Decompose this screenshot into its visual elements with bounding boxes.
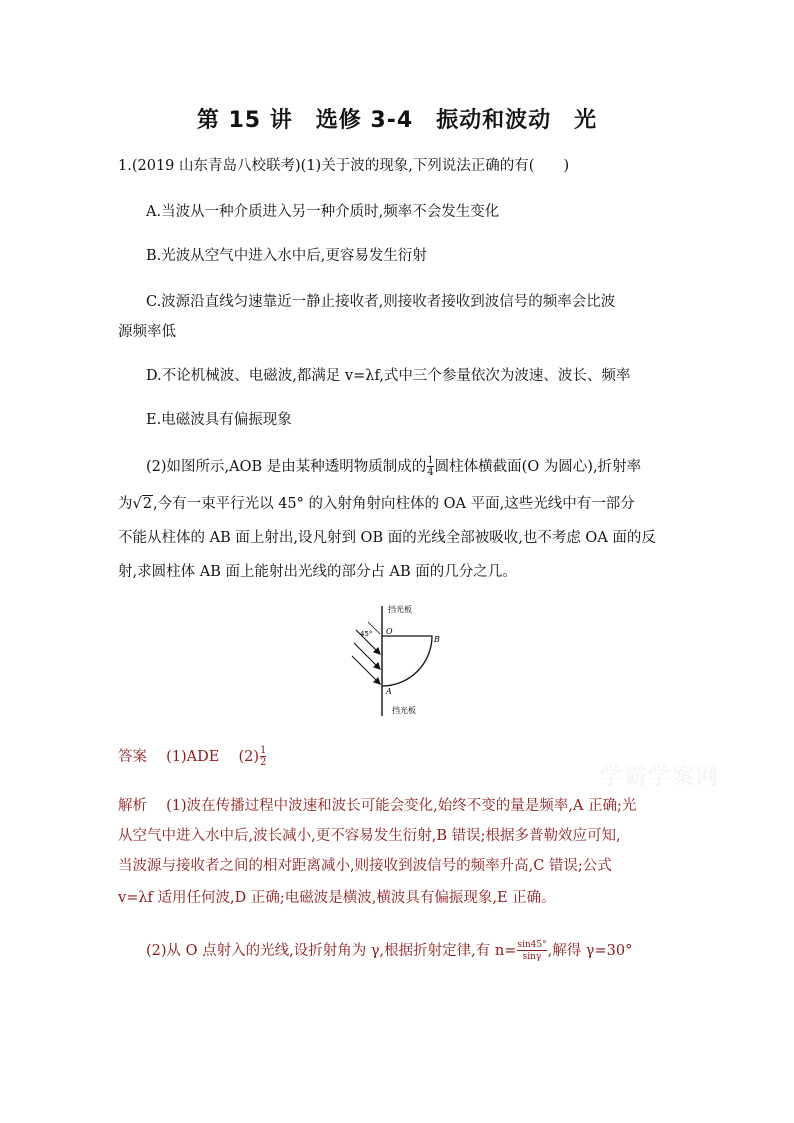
part2-line2 [118,494,635,514]
sqrt-radicand: 2 [142,496,152,512]
angle-label: 45° [360,630,373,638]
top-barrier-label: 挡光板 [388,605,412,614]
snell-fraction-num: sin45° [517,940,547,950]
watermark: 学霸学案网 [600,765,721,790]
answer-label: 答案 [118,749,147,765]
answer-part2-prefix: (2) [238,749,259,765]
option-d: D.不论机械波、电磁波,都满足 v=λf,式中三个参量依次为波速、波长、频率 [146,368,631,384]
answer-line [118,746,267,768]
part2-line4: 射,求圆柱体 AB 面上能射出光线的部分占 AB 面的几分之几。 [118,564,517,580]
page-title: 第 15 讲 选修 3-4 振动和波动 光 [196,108,598,133]
quarter-cylinder-outline [382,636,432,686]
point-b-label: B [434,635,440,644]
answer-fraction-den: 2 [260,757,267,768]
option-b: B.光波从空气中进入水中后,更容易发生衍射 [146,248,427,264]
point-o-label: O [386,627,393,636]
bottom-barrier-label: 挡光板 [392,706,416,715]
option-c-line2: 源频率低 [118,324,176,340]
part2-line1-text-b: 圆柱体横截面(O 为圆心),折射率 [434,459,642,475]
analysis-line2: 从空气中进入水中后,波长减小,更不容易发生衍射,B 错误;根据多普勒效应可知, [118,828,621,844]
part2-line2-text-a: 为 [118,496,133,512]
question-stem: 1.(2019 山东青岛八校联考)(1)关于波的现象,下列说法正确的有( ) [118,158,570,174]
quarter-fraction-den: 4 [427,467,434,478]
answer-part1: (1)ADE [166,749,220,765]
analysis-part2-text-a: (2)从 O 点射入的光线,设折射角为 γ,根据折射定律,有 n= [146,943,517,959]
snell-fraction [517,940,546,962]
option-a: A.当波从一种介质进入另一种介质时,频率不会发生变化 [146,204,500,220]
optics-figure [340,600,470,720]
quarter-fraction-num: 1 [427,455,434,466]
answer-fraction [260,746,266,768]
point-a-label: A [386,687,392,696]
sqrt-symbol: √2 [132,496,152,512]
answer-fraction-num: 1 [260,745,267,756]
option-e: E.电磁波具有偏振现象 [146,412,292,428]
part2-line3: 不能从柱体的 AB 面上射出,设凡射到 OB 面的光线全部被吸收,也不考虑 OA 面的反 [118,530,656,546]
part2-line1-text-a: (2)如图所示,AOB 是由某种透明物质制成的 [146,459,427,475]
part2-line2-text-b: ,今有一束平行光以 45° 的入射角射向柱体的 OA 平面,这些光线中有一部分 [152,496,635,512]
snell-fraction-den: sinγ [517,950,546,962]
analysis-part2 [146,940,632,962]
analysis-line4: v=λf 适用任何波,D 正确;电磁波是横波,横波具有偏振现象,E 正确。 [118,890,556,906]
analysis-part2-text-b: ,解得 γ=30° [547,943,633,959]
quarter-fraction [427,456,433,478]
option-c-line1: C.波源沿直线匀速靠近一静止接收者,则接收者接收到波信号的频率会比波 [146,294,616,310]
part2-line1 [146,456,641,478]
analysis-line1: 解析 (1)波在传播过程中波速和波长可能会变化,始终不变的量是频率,A 正确;光 [118,798,637,814]
analysis-line3: 当波源与接收者之间的相对距离减小,则接收到波信号的频率升高,C 错误;公式 [118,858,612,874]
incident-rays [352,630,380,684]
